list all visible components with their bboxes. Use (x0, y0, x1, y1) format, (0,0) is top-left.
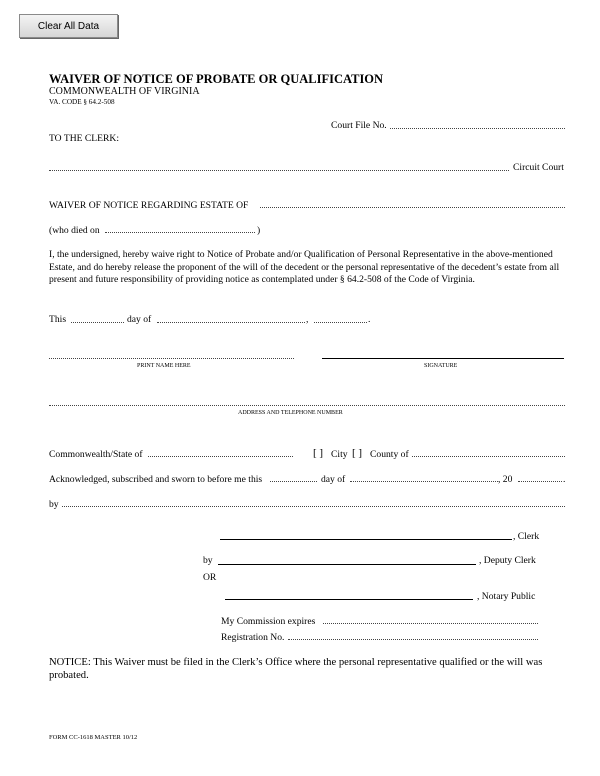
circuit-court-label: Circuit Court (513, 162, 564, 173)
address-label: ADDRESS AND TELEPHONE NUMBER (238, 410, 343, 416)
commission-field[interactable] (323, 623, 538, 624)
court-file-field[interactable] (390, 128, 565, 129)
to-the-clerk-label: TO THE CLERK: (49, 133, 119, 144)
ack-year-field[interactable] (518, 481, 562, 482)
by-label: by (49, 499, 59, 510)
clerk-label: , Clerk (513, 531, 540, 542)
state-field[interactable] (148, 456, 293, 457)
registration-label: Registration No. (221, 632, 285, 643)
form-subtitle: COMMONWEALTH OF VIRGINIA (49, 86, 200, 97)
ack-20-label: , 20 (498, 474, 513, 485)
court-file-label: Court File No. (331, 120, 387, 131)
registration-field[interactable] (288, 639, 538, 640)
clear-all-data-button[interactable]: Clear All Data (19, 14, 118, 38)
estate-of-label: WAIVER OF NOTICE REGARDING ESTATE OF (49, 200, 249, 211)
ack-day-of-label: day of (321, 474, 346, 485)
clerk-field[interactable] (220, 539, 512, 540)
ack-day-field[interactable] (270, 481, 317, 482)
month-field[interactable] (157, 322, 305, 323)
deputy-by-label: by (203, 555, 213, 566)
by-name-field[interactable] (62, 506, 565, 507)
city-label: City (331, 449, 348, 460)
estate-name-field[interactable] (260, 207, 565, 208)
notary-field[interactable] (225, 599, 473, 600)
city-checkbox[interactable]: [ ] (313, 447, 324, 459)
waiver-paragraph: I, the undersigned, hereby waive right to Notice of Probate and/or Qualification of Personal Representative in the above-mentioned Estate, and do hereby release the proponent of the will of the decedent or the personal representative of the decedent’s estate from all present and future responsibility of providing notice as contemplated under § 64.2-508 of the Code of Virginia. (49, 249, 560, 285)
city-county-field[interactable] (412, 456, 565, 457)
notary-public-label: , Notary Public (477, 591, 536, 602)
county-of-label: County of (370, 449, 409, 460)
ack-month-field[interactable] (350, 481, 498, 482)
acknowledged-label: Acknowledged, subscribed and sworn to before me this (49, 474, 263, 485)
county-checkbox[interactable]: [ ] (352, 447, 363, 459)
form-title: WAIVER OF NOTICE OF PROBATE OR QUALIFICATION (49, 72, 384, 86)
day-field[interactable] (71, 322, 124, 323)
code-reference: VA. CODE § 64.2-508 (49, 98, 115, 106)
day-of-label: day of (127, 314, 152, 325)
comma: , (306, 314, 309, 325)
commission-label: My Commission expires (221, 616, 316, 627)
this-label: This (49, 314, 67, 325)
deputy-clerk-field[interactable] (218, 564, 476, 565)
circuit-court-field[interactable] (49, 170, 509, 171)
form-number: FORM CC-1618 MASTER 10/12 (49, 734, 138, 741)
or-label: OR (203, 572, 217, 583)
signature-field[interactable] (322, 358, 564, 359)
signature-label: SIGNATURE (424, 363, 458, 369)
address-phone-field[interactable] (49, 405, 565, 406)
period: . (368, 314, 371, 325)
who-died-on-label: (who died on (49, 225, 100, 236)
ack-period: . (563, 474, 566, 485)
date-of-death-field[interactable] (105, 232, 255, 233)
print-name-field[interactable] (49, 358, 294, 359)
commonwealth-state-label: Commonwealth/State of (49, 449, 143, 460)
deputy-clerk-label: , Deputy Clerk (479, 555, 536, 566)
notice-text: NOTICE: This Waiver must be filed in the Clerk’s Office where the personal representative qualified or the will was probated. (49, 657, 543, 681)
year-field[interactable] (314, 322, 367, 323)
print-name-label: PRINT NAME HERE (137, 363, 191, 369)
close-paren: ) (257, 225, 261, 236)
